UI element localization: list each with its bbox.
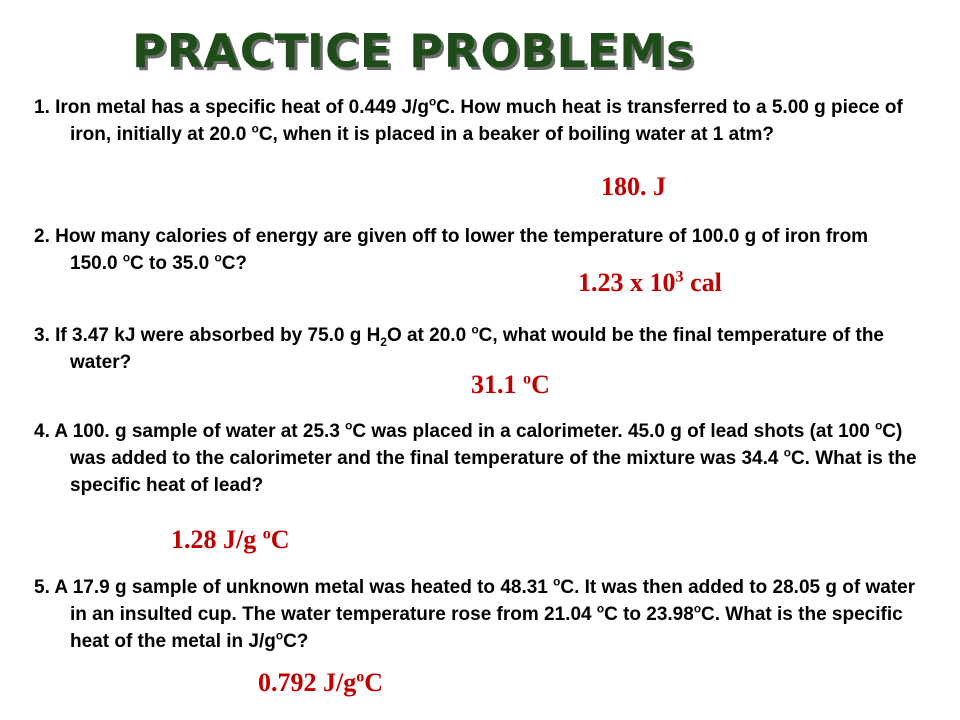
degree-sup: o xyxy=(596,602,605,616)
degree-sup: o xyxy=(251,122,259,136)
problem-1: 1. Iron metal has a specific heat of 0.449 $J/g^oC$. How much heat is transferred to a 5.00 g piece of iron, initially at 20.0 $^o$C, when it is placed in a beaker of boiling water at 1 atm? xyxy=(34,95,903,145)
degree-sup: o xyxy=(122,251,131,265)
degree-sup: o xyxy=(275,629,284,643)
answer-3: 31.1 $^o$C xyxy=(471,370,550,399)
problem-5: 5. A 17.9 g sample of unknown metal was heated to 48.31 $^o$C. It was then added to 28.05 g of water in an insulted cup. The water temperature rose from 21.04 $^o$C to 23.98$^o$C. What is the specific heat of the metal in $J/g^oC$? xyxy=(34,575,916,652)
problem-4: 4. A 100. g sample of water at 25.3 $^o$C was placed in a calorimeter. 45.0 g of lead shots (at 100 $^o$C) was added to the calorimeter and the final temperature of the mixture was 34.4 $^o$C. What is the specific heat of lead? xyxy=(34,419,917,496)
answer-2: 1.23 x $10^3$ cal xyxy=(578,268,722,297)
degree-sup: o xyxy=(875,419,883,433)
degree-sup: o xyxy=(428,95,437,109)
degree-sup: o xyxy=(783,446,791,460)
page-title: PRACTICE PROBLEMs xyxy=(132,24,695,78)
degree-sup: o xyxy=(262,525,271,543)
answer-4: 1.28 J/g $^o$C xyxy=(171,525,290,554)
problem-2: 2. How many calories of energy are given off to lower the temperature of 100.0 g of iron from 150.0 $^o$C to 35.0 $^o$C? xyxy=(34,226,869,274)
answer-1: 180. J xyxy=(601,172,666,201)
problem-3: 3. If 3.47 kJ were absorbed by 75.0 g $H_2O$ at 20.0 $^o$C, what would be the final temperature of the water? xyxy=(34,323,884,373)
degree-sup: o xyxy=(214,251,222,265)
answer-5: 0.792 $J/g^oC$ xyxy=(258,668,384,697)
degree-sup: o xyxy=(693,602,702,616)
degree-sup: o xyxy=(356,668,365,686)
degree-sup: o xyxy=(345,419,353,433)
degree-sup: o xyxy=(523,370,532,388)
subscript: 2 xyxy=(380,335,387,349)
exponent-sup: 3 xyxy=(675,268,684,286)
degree-sup: o xyxy=(553,575,561,589)
degree-sup: o xyxy=(471,323,479,337)
